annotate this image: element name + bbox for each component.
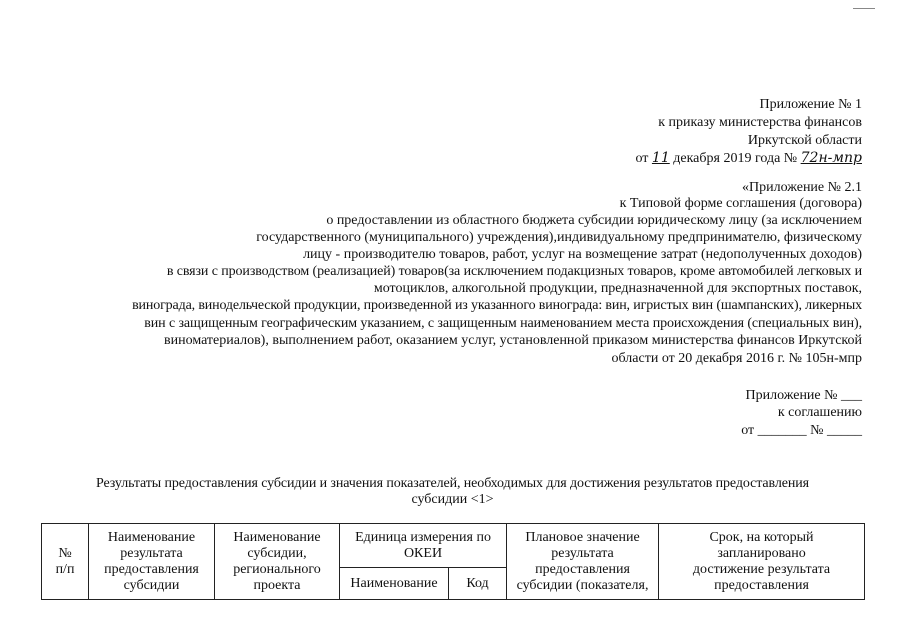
header-unit-code: Код [449,568,507,600]
date-rest: декабря 2019 года № [673,151,798,166]
appendix-date-line [635,150,862,167]
agreement-to: к соглашению [777,405,862,420]
agreement-date: от _______ № _____ [741,423,862,438]
quote-line-2: к Типовой форме соглашения (договора) [619,196,862,211]
order-number-handwritten: 72н-мпр [800,150,862,166]
header-plan-value: Плановое значение результата предоставления субсидии (показателя, [507,524,659,600]
quote-line-8: винограда, винодельческой продукции, произведенной из указанного винограда: вин, игристых вин (шампанских), ликерных [132,298,862,313]
agreement-appendix: Приложение № ___ [745,388,862,403]
quote-line-9: вин с защищенным географическим указанием, с защищенным наименованием места происхождения (специальных вин), [144,316,862,331]
results-table [41,523,865,600]
corner-mark [853,8,875,9]
header-num: № п/п [42,524,89,600]
quote-line-10: виноматериалов), выполнением работ, оказанием услуг, установленной приказом министерства финансов Иркутской [163,333,862,348]
date-day-handwritten: 11 [651,150,670,166]
date-prefix: от [635,151,649,166]
page-title: Результаты предоставления субсидии и значения показателей, необходимых для достижения результатов предоставления [95,476,809,491]
quote-line-11: области от 20 декабря 2016 г. № 105н-мпр [611,351,862,366]
quote-line-1: «Приложение № 2.1 [742,180,862,195]
header-term: Срок, на который запланировано достижение результата предоставления [659,524,865,600]
quote-line-5: лицу - производителю товаров, работ, услуг на возмещение затрат (недополученных доходов) [303,247,862,262]
quote-line-6: в связи с производством (реализацией) товаров(за исключением подакцизных товаров, кроме автомобилей легковых и [166,264,862,279]
appendix-to-order: к приказу министерства финансов [658,115,862,130]
appendix-title: Приложение № 1 [759,97,862,112]
header-subsidy-name: Наименование субсидии, регионального проекта [215,524,340,600]
header-unit: Единица измерения по ОКЕИ [340,524,507,568]
header-unit-name: Наименование [340,568,449,600]
quote-line-7: мотоциклов, алкогольной продукции, предназначенной для экспортных поставок, [373,281,862,296]
quote-line-4: государственного (муниципального) учреждения),индивидуальному предпринимателю, физическому [256,230,862,245]
page-title-line-2: субсидии <1> [411,492,494,507]
appendix-region: Иркутской области [747,133,862,148]
quote-line-3: о предоставлении из областного бюджета субсидии юридическому лицу (за исключением [326,213,862,228]
header-result-name: Наименование результата предоставления субсидии [89,524,215,600]
